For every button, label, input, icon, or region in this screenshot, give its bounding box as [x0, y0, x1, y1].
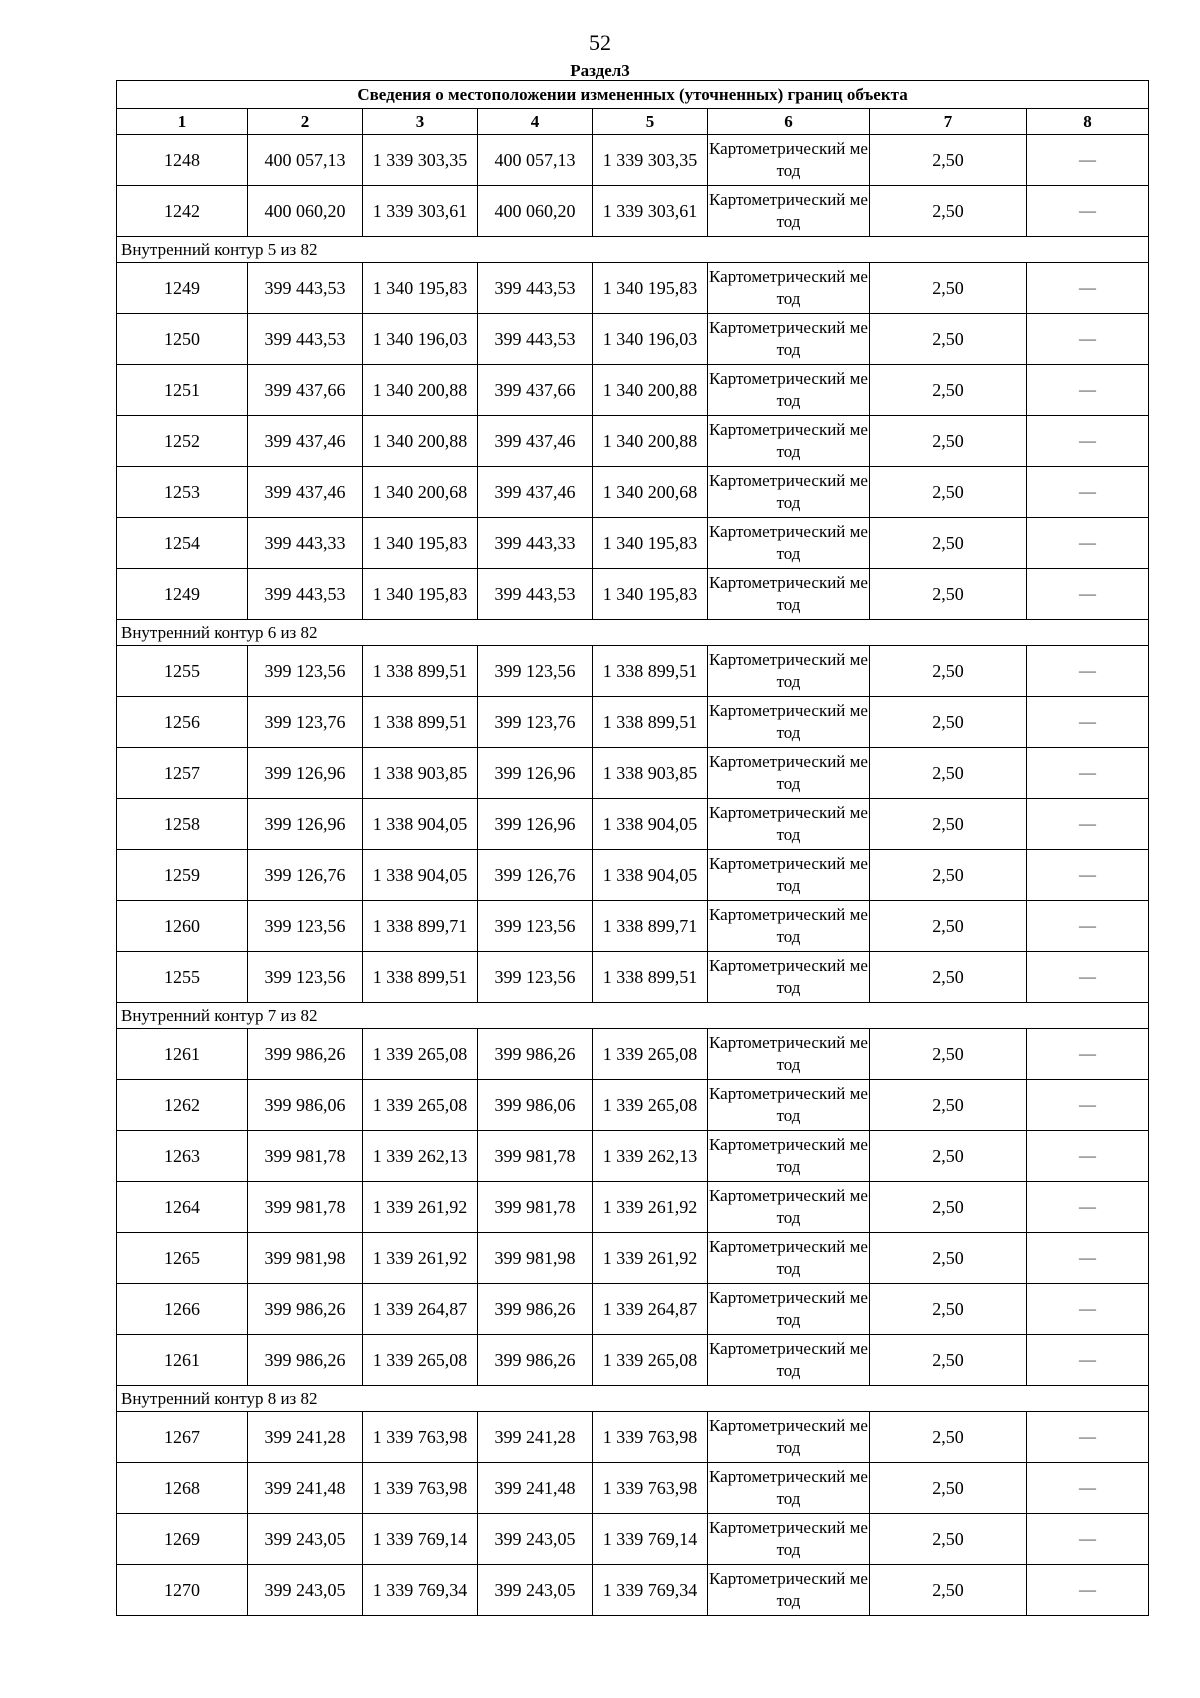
table-row: [117, 518, 1149, 569]
point-number-cell: 1269: [117, 1514, 248, 1565]
y-old-cell: 1 338 899,71: [363, 901, 478, 952]
x-old-cell: 399 123,56: [248, 646, 363, 697]
y-old-cell: 1 339 763,98: [363, 1463, 478, 1514]
method-cell: Картометрический метод: [708, 1463, 870, 1514]
y-old-cell: 1 338 899,51: [363, 697, 478, 748]
y-new-cell: 1 339 303,35: [593, 135, 708, 186]
accuracy-cell: 2,50: [870, 646, 1027, 697]
x-new-cell: 399 126,76: [478, 850, 593, 901]
x-new-cell: 399 126,96: [478, 799, 593, 850]
accuracy-cell: 2,50: [870, 1463, 1027, 1514]
y-new-cell: 1 338 899,71: [593, 901, 708, 952]
x-old-cell: 399 123,56: [248, 952, 363, 1003]
table-row: [117, 1182, 1149, 1233]
description-cell: —: [1027, 697, 1149, 748]
accuracy-cell: 2,50: [870, 1080, 1027, 1131]
method-cell: Картометрический метод: [708, 518, 870, 569]
x-old-cell: 399 443,33: [248, 518, 363, 569]
accuracy-cell: 2,50: [870, 1335, 1027, 1386]
accuracy-cell: 2,50: [870, 263, 1027, 314]
x-old-cell: 399 241,28: [248, 1412, 363, 1463]
table-row: [117, 1514, 1149, 1565]
x-old-cell: 399 986,06: [248, 1080, 363, 1131]
x-new-cell: 399 437,46: [478, 416, 593, 467]
method-cell: Картометрический метод: [708, 697, 870, 748]
y-old-cell: 1 340 195,83: [363, 263, 478, 314]
table-row: [117, 135, 1149, 186]
table-row: [117, 1565, 1149, 1616]
accuracy-cell: 2,50: [870, 135, 1027, 186]
description-cell: —: [1027, 365, 1149, 416]
accuracy-cell: 2,50: [870, 1412, 1027, 1463]
table-row: [117, 1233, 1149, 1284]
x-new-cell: 399 443,53: [478, 314, 593, 365]
table-row: [117, 1412, 1149, 1463]
x-new-cell: 399 123,56: [478, 952, 593, 1003]
point-number-cell: 1242: [117, 186, 248, 237]
y-old-cell: 1 339 303,61: [363, 186, 478, 237]
description-cell: —: [1027, 1463, 1149, 1514]
table-row: [117, 799, 1149, 850]
x-new-cell: 399 437,46: [478, 467, 593, 518]
y-old-cell: 1 339 303,35: [363, 135, 478, 186]
table-row: [117, 263, 1149, 314]
x-new-cell: 400 057,13: [478, 135, 593, 186]
description-cell: —: [1027, 314, 1149, 365]
description-cell: —: [1027, 799, 1149, 850]
table-title: Сведения о местоположении измененных (уточненных) границ объекта: [117, 81, 1149, 109]
contour-label: Внутренний контур 7 из 82: [117, 1003, 1149, 1029]
table-row: [117, 697, 1149, 748]
x-old-cell: 399 986,26: [248, 1335, 363, 1386]
method-cell: Картометрический метод: [708, 1335, 870, 1386]
x-old-cell: 399 437,66: [248, 365, 363, 416]
y-new-cell: 1 340 200,88: [593, 365, 708, 416]
x-new-cell: 399 443,53: [478, 569, 593, 620]
method-cell: Картометрический метод: [708, 416, 870, 467]
contour-label-row: [117, 237, 1149, 263]
description-cell: —: [1027, 1029, 1149, 1080]
x-old-cell: 399 437,46: [248, 467, 363, 518]
accuracy-cell: 2,50: [870, 748, 1027, 799]
description-cell: —: [1027, 850, 1149, 901]
point-number-cell: 1266: [117, 1284, 248, 1335]
y-old-cell: 1 339 265,08: [363, 1029, 478, 1080]
x-new-cell: 399 986,26: [478, 1029, 593, 1080]
point-number-cell: 1255: [117, 952, 248, 1003]
accuracy-cell: 2,50: [870, 850, 1027, 901]
point-number-cell: 1249: [117, 263, 248, 314]
method-cell: Картометрический метод: [708, 1412, 870, 1463]
accuracy-cell: 2,50: [870, 1565, 1027, 1616]
table-row: [117, 1029, 1149, 1080]
y-new-cell: 1 340 195,83: [593, 569, 708, 620]
x-new-cell: 399 123,56: [478, 901, 593, 952]
table-row: [117, 1463, 1149, 1514]
y-new-cell: 1 338 899,51: [593, 646, 708, 697]
description-cell: —: [1027, 1080, 1149, 1131]
method-cell: Картометрический метод: [708, 1565, 870, 1616]
accuracy-cell: 2,50: [870, 1233, 1027, 1284]
y-old-cell: 1 338 899,51: [363, 952, 478, 1003]
description-cell: —: [1027, 1182, 1149, 1233]
point-number-cell: 1257: [117, 748, 248, 799]
description-cell: —: [1027, 135, 1149, 186]
y-old-cell: 1 340 196,03: [363, 314, 478, 365]
description-cell: —: [1027, 186, 1149, 237]
table-row: [117, 314, 1149, 365]
table-row: [117, 186, 1149, 237]
y-new-cell: 1 338 899,51: [593, 697, 708, 748]
contour-label-row: [117, 1386, 1149, 1412]
point-number-cell: 1249: [117, 569, 248, 620]
table-row: [117, 1131, 1149, 1182]
table-body: [117, 81, 1149, 1616]
y-old-cell: 1 338 899,51: [363, 646, 478, 697]
table-row: [117, 748, 1149, 799]
x-new-cell: 399 981,78: [478, 1182, 593, 1233]
x-new-cell: 399 243,05: [478, 1565, 593, 1616]
description-cell: —: [1027, 952, 1149, 1003]
column-header: 3: [363, 109, 478, 135]
point-number-cell: 1264: [117, 1182, 248, 1233]
y-old-cell: 1 339 763,98: [363, 1412, 478, 1463]
x-new-cell: 399 123,76: [478, 697, 593, 748]
y-old-cell: 1 340 195,83: [363, 569, 478, 620]
x-old-cell: 399 126,96: [248, 748, 363, 799]
point-number-cell: 1254: [117, 518, 248, 569]
y-new-cell: 1 338 903,85: [593, 748, 708, 799]
accuracy-cell: 2,50: [870, 952, 1027, 1003]
y-old-cell: 1 338 904,05: [363, 799, 478, 850]
accuracy-cell: 2,50: [870, 518, 1027, 569]
method-cell: Картометрический метод: [708, 799, 870, 850]
description-cell: —: [1027, 1514, 1149, 1565]
method-cell: Картометрический метод: [708, 569, 870, 620]
method-cell: Картометрический метод: [708, 952, 870, 1003]
x-new-cell: 399 986,26: [478, 1284, 593, 1335]
method-cell: Картометрический метод: [708, 467, 870, 518]
point-number-cell: 1265: [117, 1233, 248, 1284]
point-number-cell: 1263: [117, 1131, 248, 1182]
table-row: [117, 467, 1149, 518]
accuracy-cell: 2,50: [870, 799, 1027, 850]
x-old-cell: 399 981,98: [248, 1233, 363, 1284]
y-new-cell: 1 340 200,68: [593, 467, 708, 518]
section-label: Раздел3: [570, 61, 630, 80]
point-number-cell: 1253: [117, 467, 248, 518]
method-cell: Картометрический метод: [708, 1029, 870, 1080]
accuracy-cell: 2,50: [870, 1182, 1027, 1233]
method-cell: Картометрический метод: [708, 1080, 870, 1131]
y-old-cell: 1 339 769,14: [363, 1514, 478, 1565]
method-cell: Картометрический метод: [708, 1182, 870, 1233]
method-cell: Картометрический метод: [708, 1233, 870, 1284]
x-old-cell: 399 981,78: [248, 1182, 363, 1233]
point-number-cell: 1259: [117, 850, 248, 901]
y-new-cell: 1 339 265,08: [593, 1335, 708, 1386]
x-old-cell: 399 243,05: [248, 1565, 363, 1616]
description-cell: —: [1027, 569, 1149, 620]
description-cell: —: [1027, 263, 1149, 314]
column-header: 5: [593, 109, 708, 135]
description-cell: —: [1027, 1335, 1149, 1386]
point-number-cell: 1248: [117, 135, 248, 186]
description-cell: —: [1027, 748, 1149, 799]
x-new-cell: 399 443,33: [478, 518, 593, 569]
y-new-cell: 1 339 265,08: [593, 1029, 708, 1080]
accuracy-cell: 2,50: [870, 1514, 1027, 1565]
table-row: [117, 646, 1149, 697]
method-cell: Картометрический метод: [708, 314, 870, 365]
x-old-cell: 400 060,20: [248, 186, 363, 237]
method-cell: Картометрический метод: [708, 135, 870, 186]
description-cell: —: [1027, 901, 1149, 952]
x-old-cell: 399 437,46: [248, 416, 363, 467]
point-number-cell: 1251: [117, 365, 248, 416]
x-old-cell: 399 443,53: [248, 569, 363, 620]
y-new-cell: 1 339 769,14: [593, 1514, 708, 1565]
x-old-cell: 399 123,56: [248, 901, 363, 952]
table-row: [117, 1335, 1149, 1386]
x-old-cell: 399 126,96: [248, 799, 363, 850]
contour-label: Внутренний контур 5 из 82: [117, 237, 1149, 263]
x-new-cell: 399 981,98: [478, 1233, 593, 1284]
y-new-cell: 1 338 904,05: [593, 799, 708, 850]
x-old-cell: 400 057,13: [248, 135, 363, 186]
page-number: 52: [589, 30, 611, 55]
y-new-cell: 1 340 195,83: [593, 518, 708, 569]
x-old-cell: 399 126,76: [248, 850, 363, 901]
point-number-cell: 1260: [117, 901, 248, 952]
y-old-cell: 1 339 265,08: [363, 1335, 478, 1386]
contour-label-row: [117, 620, 1149, 646]
description-cell: —: [1027, 1233, 1149, 1284]
table-row: [117, 850, 1149, 901]
y-old-cell: 1 339 261,92: [363, 1233, 478, 1284]
y-new-cell: 1 338 899,51: [593, 952, 708, 1003]
description-cell: —: [1027, 518, 1149, 569]
point-number-cell: 1258: [117, 799, 248, 850]
x-new-cell: 399 986,26: [478, 1335, 593, 1386]
x-old-cell: 399 123,76: [248, 697, 363, 748]
x-new-cell: 399 123,56: [478, 646, 593, 697]
y-new-cell: 1 339 769,34: [593, 1565, 708, 1616]
x-new-cell: 399 126,96: [478, 748, 593, 799]
y-new-cell: 1 339 303,61: [593, 186, 708, 237]
accuracy-cell: 2,50: [870, 186, 1027, 237]
y-new-cell: 1 338 904,05: [593, 850, 708, 901]
y-new-cell: 1 340 195,83: [593, 263, 708, 314]
point-number-cell: 1270: [117, 1565, 248, 1616]
accuracy-cell: 2,50: [870, 569, 1027, 620]
point-number-cell: 1268: [117, 1463, 248, 1514]
y-new-cell: 1 340 196,03: [593, 314, 708, 365]
column-header: 4: [478, 109, 593, 135]
table-header-row: [117, 109, 1149, 135]
accuracy-cell: 2,50: [870, 1284, 1027, 1335]
column-header: 7: [870, 109, 1027, 135]
accuracy-cell: 2,50: [870, 416, 1027, 467]
description-cell: —: [1027, 467, 1149, 518]
description-cell: —: [1027, 1284, 1149, 1335]
y-new-cell: 1 340 200,88: [593, 416, 708, 467]
x-new-cell: 400 060,20: [478, 186, 593, 237]
table-row: [117, 952, 1149, 1003]
x-old-cell: 399 986,26: [248, 1029, 363, 1080]
x-new-cell: 399 241,48: [478, 1463, 593, 1514]
x-old-cell: 399 241,48: [248, 1463, 363, 1514]
description-cell: —: [1027, 1131, 1149, 1182]
point-number-cell: 1267: [117, 1412, 248, 1463]
y-old-cell: 1 340 200,88: [363, 416, 478, 467]
column-header: 2: [248, 109, 363, 135]
point-number-cell: 1252: [117, 416, 248, 467]
method-cell: Картометрический метод: [708, 901, 870, 952]
x-new-cell: 399 986,06: [478, 1080, 593, 1131]
contour-label: Внутренний контур 6 из 82: [117, 620, 1149, 646]
table-row: [117, 365, 1149, 416]
point-number-cell: 1256: [117, 697, 248, 748]
method-cell: Картометрический метод: [708, 850, 870, 901]
y-old-cell: 1 339 265,08: [363, 1080, 478, 1131]
accuracy-cell: 2,50: [870, 901, 1027, 952]
method-cell: Картометрический метод: [708, 186, 870, 237]
x-old-cell: 399 443,53: [248, 314, 363, 365]
x-new-cell: 399 243,05: [478, 1514, 593, 1565]
point-number-cell: 1261: [117, 1029, 248, 1080]
y-old-cell: 1 338 903,85: [363, 748, 478, 799]
x-new-cell: 399 241,28: [478, 1412, 593, 1463]
x-new-cell: 399 981,78: [478, 1131, 593, 1182]
table-row: [117, 1284, 1149, 1335]
table-row: [117, 416, 1149, 467]
point-number-cell: 1250: [117, 314, 248, 365]
method-cell: Картометрический метод: [708, 263, 870, 314]
point-number-cell: 1261: [117, 1335, 248, 1386]
description-cell: —: [1027, 1412, 1149, 1463]
method-cell: Картометрический метод: [708, 365, 870, 416]
table-title-row: [117, 81, 1149, 109]
accuracy-cell: 2,50: [870, 365, 1027, 416]
column-header: 6: [708, 109, 870, 135]
contour-label: Внутренний контур 8 из 82: [117, 1386, 1149, 1412]
method-cell: Картометрический метод: [708, 646, 870, 697]
column-header: 8: [1027, 109, 1149, 135]
y-new-cell: 1 339 265,08: [593, 1080, 708, 1131]
table-row: [117, 569, 1149, 620]
accuracy-cell: 2,50: [870, 1131, 1027, 1182]
y-old-cell: 1 340 200,68: [363, 467, 478, 518]
y-new-cell: 1 339 262,13: [593, 1131, 708, 1182]
method-cell: Картометрический метод: [708, 1284, 870, 1335]
y-old-cell: 1 339 261,92: [363, 1182, 478, 1233]
description-cell: —: [1027, 416, 1149, 467]
y-old-cell: 1 340 195,83: [363, 518, 478, 569]
point-number-cell: 1262: [117, 1080, 248, 1131]
description-cell: —: [1027, 1565, 1149, 1616]
y-old-cell: 1 338 904,05: [363, 850, 478, 901]
accuracy-cell: 2,50: [870, 314, 1027, 365]
y-new-cell: 1 339 763,98: [593, 1463, 708, 1514]
accuracy-cell: 2,50: [870, 1029, 1027, 1080]
y-old-cell: 1 339 264,87: [363, 1284, 478, 1335]
y-old-cell: 1 339 262,13: [363, 1131, 478, 1182]
x-old-cell: 399 243,05: [248, 1514, 363, 1565]
y-old-cell: 1 339 769,34: [363, 1565, 478, 1616]
x-old-cell: 399 986,26: [248, 1284, 363, 1335]
contour-label-row: [117, 1003, 1149, 1029]
table-row: [117, 1080, 1149, 1131]
method-cell: Картометрический метод: [708, 1514, 870, 1565]
coordinates-table: [116, 80, 1149, 1616]
accuracy-cell: 2,50: [870, 467, 1027, 518]
accuracy-cell: 2,50: [870, 697, 1027, 748]
column-header: 1: [117, 109, 248, 135]
y-new-cell: 1 339 261,92: [593, 1233, 708, 1284]
y-new-cell: 1 339 261,92: [593, 1182, 708, 1233]
method-cell: Картометрический метод: [708, 1131, 870, 1182]
method-cell: Картометрический метод: [708, 748, 870, 799]
x-old-cell: 399 981,78: [248, 1131, 363, 1182]
x-old-cell: 399 443,53: [248, 263, 363, 314]
x-new-cell: 399 443,53: [478, 263, 593, 314]
description-cell: —: [1027, 646, 1149, 697]
y-old-cell: 1 340 200,88: [363, 365, 478, 416]
y-new-cell: 1 339 763,98: [593, 1412, 708, 1463]
y-new-cell: 1 339 264,87: [593, 1284, 708, 1335]
point-number-cell: 1255: [117, 646, 248, 697]
x-new-cell: 399 437,66: [478, 365, 593, 416]
table-row: [117, 901, 1149, 952]
